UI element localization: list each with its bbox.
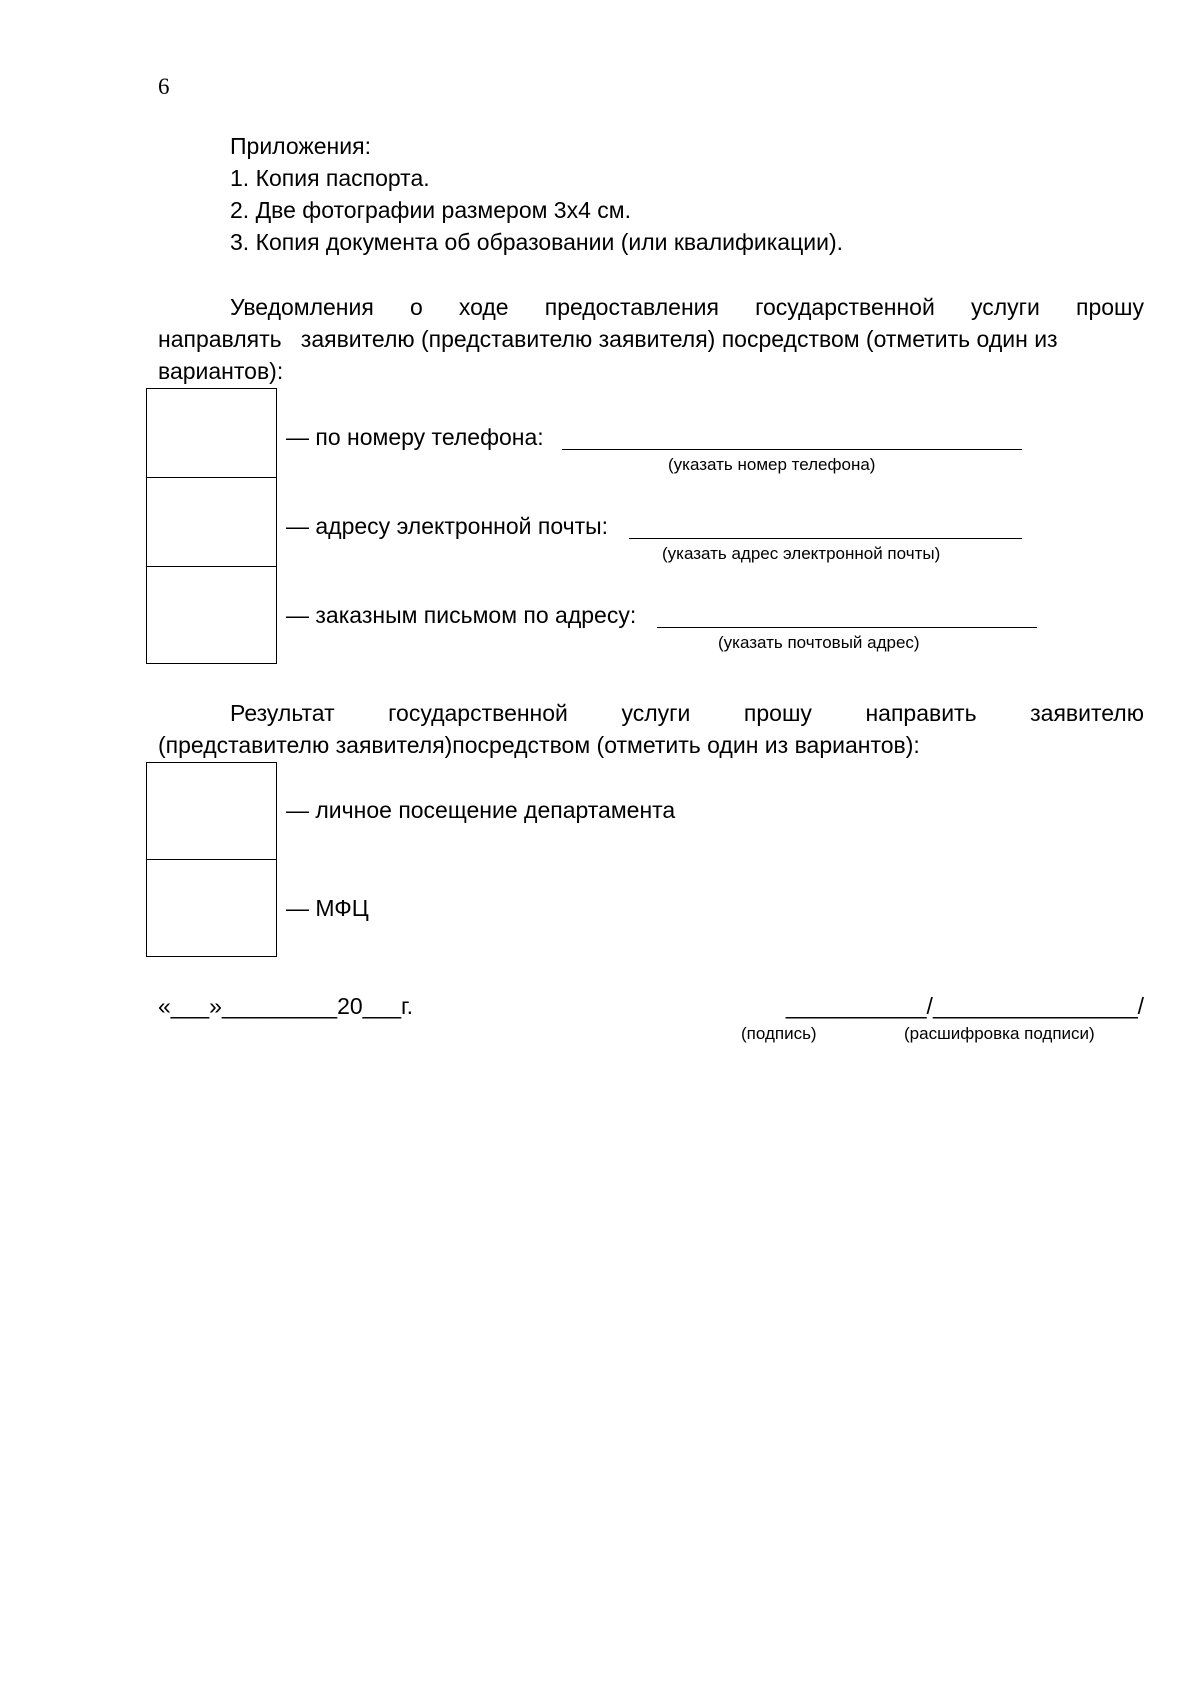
attachments-heading: Приложения: bbox=[230, 133, 371, 159]
notifications-paragraph-line1 bbox=[158, 291, 1144, 323]
attachment-item: 3. Копия документа об образовании (или квалификации). bbox=[230, 229, 844, 255]
mail-option-label: — заказным письмом по адресу: bbox=[286, 602, 637, 628]
phone-option-label: — по номеру телефона: bbox=[286, 424, 544, 450]
mfc-checkbox[interactable] bbox=[146, 859, 277, 957]
personal-visit-label: — личное посещение департамента bbox=[286, 797, 676, 823]
phone-option-checkbox[interactable] bbox=[146, 388, 277, 478]
result-paragraph-line2: (представителю заявителя)посредством (отметить один из вариантов): bbox=[158, 732, 920, 758]
word: о bbox=[409, 294, 423, 320]
postal-address-hint: (указать почтовый адрес) bbox=[718, 633, 920, 652]
word: прошу bbox=[1075, 294, 1144, 320]
word: ходе bbox=[458, 294, 509, 320]
notifications-paragraph-line2: направлять заявителю (представителю заявителя) посредством (отметить один из bbox=[158, 326, 1058, 352]
phone-input-hint: (указать номер телефона) bbox=[668, 455, 876, 474]
notifications-paragraph-line3: вариантов): bbox=[158, 358, 284, 384]
word: услуги bbox=[621, 700, 691, 726]
attachment-item: 1. Копия паспорта. bbox=[230, 165, 430, 191]
word: направить bbox=[865, 700, 977, 726]
word: государственной bbox=[388, 700, 568, 726]
page-number: 6 bbox=[158, 74, 170, 99]
word: заявителю bbox=[1030, 700, 1144, 726]
word: Результат bbox=[230, 700, 335, 726]
attachment-item: 2. Две фотографии размером 3х4 см. bbox=[230, 197, 631, 223]
word: Уведомления bbox=[230, 294, 374, 320]
postal-address-input-line[interactable] bbox=[657, 627, 1037, 628]
email-option-checkbox[interactable] bbox=[146, 477, 277, 567]
word: государственной bbox=[755, 294, 935, 320]
result-paragraph-line1 bbox=[158, 697, 1144, 729]
signature-decryption-caption: (расшифровка подписи) bbox=[904, 1024, 1095, 1043]
phone-input-line[interactable] bbox=[562, 449, 1022, 450]
mfc-label: — МФЦ bbox=[286, 895, 369, 921]
signature-field[interactable]: ___________/________________/ bbox=[785, 993, 1144, 1019]
email-input-hint: (указать адрес электронной почты) bbox=[662, 544, 941, 563]
email-option-label: — адресу электронной почты: bbox=[286, 513, 609, 539]
word: прошу bbox=[743, 700, 812, 726]
personal-visit-checkbox[interactable] bbox=[146, 762, 277, 860]
date-field[interactable]: «___»_________20___г. bbox=[158, 993, 414, 1019]
word: предоставления bbox=[544, 294, 719, 320]
signature-caption: (подпись) bbox=[741, 1024, 817, 1043]
word: услуги bbox=[970, 294, 1040, 320]
mail-option-checkbox[interactable] bbox=[146, 566, 277, 664]
email-input-line[interactable] bbox=[629, 538, 1022, 539]
